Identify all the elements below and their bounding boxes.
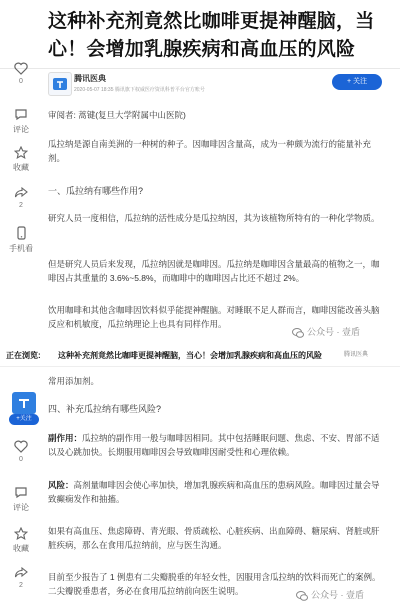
share-button[interactable] bbox=[6, 186, 36, 209]
comment-icon bbox=[14, 486, 28, 499]
side-effect-text: 瓜拉纳的副作用一般与咖啡因相同。其中包括睡眠问题、焦虑、不安、胃部不适以及心跳加快。长期服用咖啡因会导致咖啡因耐受性和心理依赖。 bbox=[48, 433, 380, 457]
risk-label: 风险： bbox=[48, 480, 74, 490]
star-icon bbox=[14, 527, 28, 540]
phone-icon bbox=[14, 226, 28, 240]
wechat-icon bbox=[296, 591, 308, 601]
comment-button-2[interactable] bbox=[6, 486, 36, 513]
like-count: 0 bbox=[19, 78, 23, 85]
mobile-label: 手机看 bbox=[9, 244, 33, 253]
follow-small-button[interactable]: +关注 bbox=[9, 414, 39, 425]
author-avatar[interactable] bbox=[12, 392, 36, 414]
comment-icon bbox=[14, 108, 28, 121]
author-name[interactable]: 腾讯医典 bbox=[74, 74, 106, 83]
article-meta: 2020-05-07 18:35 腾讯旗下权威医疗资讯科普平台官方账号 bbox=[74, 87, 205, 93]
paragraph-3: 饮用咖啡和其他含咖啡因饮料似乎能提神醒脑。对睡眠不足人群而言，咖啡因能改善头脑反应和机敏度，瓜拉纳理论上也具有同样作用。 bbox=[48, 305, 380, 329]
author-logo[interactable] bbox=[48, 72, 72, 96]
share-icon bbox=[14, 186, 28, 199]
collect-label-2: 收藏 bbox=[13, 544, 29, 553]
now-reading-label: 正在浏览: bbox=[6, 351, 41, 360]
share-icon bbox=[14, 566, 28, 579]
risk-paragraph bbox=[48, 478, 384, 506]
watermark-text-2: 公众号 · 壹盾 bbox=[311, 590, 364, 600]
article-title: 这种补充剂竟然比咖啡更提神醒脑，当心！会增加乳腺疾病和高血压的风险 bbox=[48, 11, 375, 60]
follow-button[interactable]: + 关注 bbox=[332, 74, 382, 90]
paragraph-2: 但是研究人员后来发现，瓜拉纳因就是咖啡因。瓜拉纳是咖啡因含量最高的植物之一，咖啡因占其重量的 3.6%~5.8%，而咖啡中的咖啡因占比还不超过 2%。 bbox=[48, 259, 380, 283]
title-divider bbox=[0, 68, 400, 69]
collect-button-2[interactable] bbox=[6, 527, 36, 554]
share-count-2: 2 bbox=[19, 582, 23, 589]
like-button[interactable] bbox=[6, 62, 36, 85]
star-icon bbox=[14, 146, 28, 159]
now-reading-title[interactable]: 这种补充剂竟然比咖啡更提神醒脑，当心！会增加乳腺疾病和高血压的风险 bbox=[58, 351, 322, 360]
comment-label-2: 评论 bbox=[13, 503, 29, 512]
watermark bbox=[292, 325, 360, 338]
watermark-text: 公众号 · 壹盾 bbox=[307, 327, 360, 337]
watermark-2 bbox=[294, 588, 364, 601]
collect-label: 收藏 bbox=[13, 163, 29, 172]
paragraph-1: 研究人员一度相信，瓜拉纳的活性成分是瓜拉纳因，其为该植物所特有的一种化学物质。 bbox=[48, 213, 380, 223]
share-count: 2 bbox=[19, 202, 23, 209]
mobile-view-button[interactable] bbox=[6, 226, 36, 254]
reviewer-line: 审阅者: 蒿键(复旦大学附属中山医院) bbox=[48, 110, 186, 120]
like-count-2: 0 bbox=[19, 456, 23, 463]
share-button-2[interactable] bbox=[6, 566, 36, 589]
side-effect-label: 副作用： bbox=[48, 433, 83, 443]
paragraph-4-tail: 常用添加剂。 bbox=[48, 376, 100, 386]
like-button-2[interactable] bbox=[6, 440, 36, 463]
paragraph-6: 目前至少报告了 1 例患有二尖瓣脱垂的年轻女性，因服用含瓜拉纳的饮料而死亡的案例。二尖瓣脱垂患者，务必在食用瓜拉纳前向医生说明。 bbox=[48, 572, 381, 596]
section1-title: 一、瓜拉纳有哪些作用? bbox=[48, 186, 144, 196]
now-reading-tag[interactable]: 腾讯医典 bbox=[344, 352, 369, 358]
section2-title: 四、补充瓜拉纳有哪些风险? bbox=[48, 404, 162, 414]
side-effect-paragraph bbox=[48, 431, 384, 459]
risk-text: 高剂量咖啡因会使心率加快，增加乳腺疾病和高血压的患病风险。咖啡因过量会导致癫痫发作和抽搐。 bbox=[48, 480, 380, 504]
collect-button[interactable] bbox=[6, 146, 36, 173]
heart-icon bbox=[14, 440, 28, 453]
paragraph-5: 如果有高血压、焦虑障碍、青光眼、骨质疏松、心脏疾病、出血障碍、糖尿病、肾脏或肝脏疾病，那么在食用瓜拉纳前，应与医生沟通。 bbox=[48, 526, 380, 550]
comment-label: 评论 bbox=[13, 125, 29, 134]
wechat-icon bbox=[292, 328, 304, 338]
comment-button[interactable] bbox=[6, 108, 36, 135]
heart-icon bbox=[14, 62, 28, 75]
intro-paragraph: 瓜拉纳是源自南美洲的一种树的种子。因咖啡因含量高，成为一种颇为流行的能量补充剂。 bbox=[48, 139, 372, 163]
